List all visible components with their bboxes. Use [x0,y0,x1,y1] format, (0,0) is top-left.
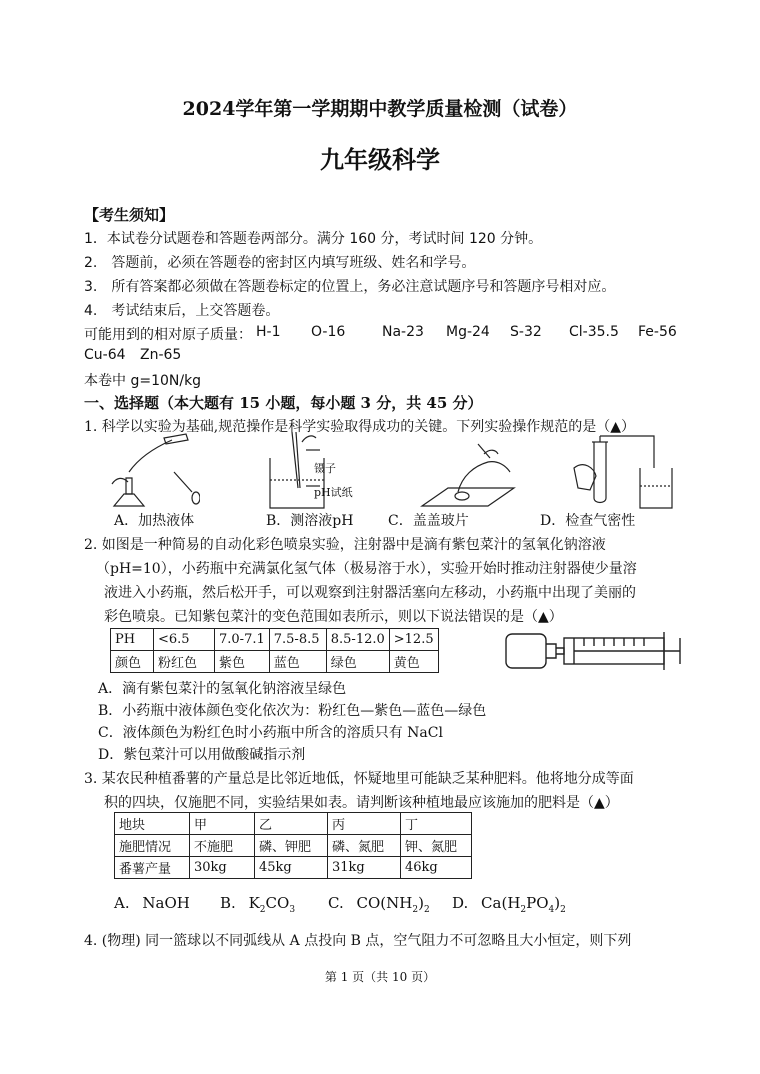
formula-part: ) [554,894,561,912]
atomic-mass-s: S-32 [510,324,542,340]
q3-yield-table [114,812,472,879]
atomic-mass-cl: Cl-35.5 [569,324,619,340]
atomic-mass-label: 可能用到的相对原子质量： [84,327,252,343]
option-label: D. [452,894,469,912]
q3-stem-line-1: 3. 某农民种植番薯的产量总是比邻近地低，怀疑地里可能缺乏某种肥料。他将地分成等面 [84,771,634,787]
q2-color-table [110,628,439,673]
formula-part: PO [526,894,549,912]
atomic-mass-zn: Zn-65 [140,347,182,363]
table-cell: 地块 [115,813,190,835]
formula [248,894,296,915]
option-label: B. [220,894,236,912]
table-cell: 钾、氮肥 [401,835,472,857]
q2-stem-line-4: 彩色喷泉。已知紫包菜汁的变色范围如表所示，则以下说法错误的是（▲） [104,609,563,625]
q2-stem-line-2: （pH=10），小药瓶中充满氯化氢气体（极易溶于水），实验开始时推动注射器使少量溶 [96,561,637,577]
table-cell: 磷、钾肥 [255,835,328,857]
formula-sub: 2 [520,905,527,915]
formula-sub: 2 [423,905,430,915]
table-cell: 颜色 [111,651,154,673]
notice-heading: 【考生须知】 [84,206,175,224]
table-cell: 蓝色 [269,651,326,673]
formula [356,894,430,915]
option-label: C. [328,894,344,912]
atomic-mass-fe: Fe-56 [638,324,677,340]
q3-table-row-yield [115,857,472,879]
q1-option-d: D．检查气密性 [540,513,636,529]
q1-stem: 1. 科学以实验为基础,规范操作是科学实验取得成功的关键。下列实验操作规范的是（▲） [84,419,636,435]
atomic-mass-cu: Cu-64 [84,347,126,363]
table-cell: 7.5-8.5 [269,629,326,651]
atomic-mass-o: O-16 [311,324,346,340]
q3-option-c [328,894,430,915]
q3-table-row-fertilizer [115,835,472,857]
q2-option-c: C．液体颜色为粉红色时小药瓶中所含的溶质只有 NaCl [98,725,443,741]
table-cell: 番薯产量 [115,857,190,879]
q2-stem-line-3: 液进入小药瓶，然后松开手，可以观察到注射器活塞向左移动，小药瓶中出现了美丽的 [104,585,636,601]
gravity-note: 本卷中 g=10N/kg [84,373,202,389]
airtightness-figure [564,428,684,512]
option-label: A. [114,894,130,912]
atomic-mass-mg: Mg-24 [446,324,490,340]
notice-item-1: 1．本试卷分试题卷和答题卷两部分。满分 160 分，考试时间 120 分钟。 [84,231,543,247]
q1-option-a: A．加热液体 [114,513,195,529]
formula [481,894,566,915]
q2-table-row-ph [111,629,439,651]
table-cell: 丁 [401,813,472,835]
table-cell: PH [111,629,154,651]
q4-stem: 4. (物理) 同一篮球以不同弧线从 A 点投向 B 点，空气阻力不可忽略且大小恒定，则下列 [84,933,632,949]
table-cell: 紫色 [215,651,270,673]
formula-part: K [248,894,260,912]
table-cell: 7.0-7.1 [215,629,270,651]
q2-table-row-color [111,651,439,673]
table-cell: 45kg [255,857,328,879]
formula: NaOH [142,894,190,912]
formula-sub: 4 [548,905,555,915]
q3-option-a [114,894,190,912]
table-cell: 黄色 [389,651,438,673]
formula-sub: 2 [560,905,566,915]
table-cell: 46kg [401,857,472,879]
formula-part: CO(NH [356,894,413,912]
q3-option-d [452,894,566,915]
label-tweezers: 镊子 [314,462,336,475]
atomic-mass-h: H-1 [256,324,281,340]
heating-liquid-figure [104,432,200,510]
table-cell: >12.5 [389,629,438,651]
q3-option-b [220,894,295,915]
formula-sub: 3 [289,905,296,915]
formula-part: ) [418,894,424,912]
q2-option-b: B．小药瓶中液体颜色变化依次为：粉红色—紫色—蓝色—绿色 [98,703,487,719]
syringe-fountain-figure [504,630,686,672]
formula-part: Ca(H [481,894,521,912]
table-cell: 8.5-12.0 [326,629,389,651]
q3-table-row-plot [115,813,472,835]
notice-item-4: 4. 考试结束后，上交答题卷。 [84,303,280,319]
q3-stem-line-2: 积的四块，仅施肥不同，实验结果如表。请判断该种植地最应该施加的肥料是（▲） [104,795,619,811]
table-cell: 甲 [190,813,255,835]
section-heading: 一、选择题（本大题有 15 小题，每小题 3 分，共 45 分） [84,394,483,412]
notice-item-3: 3. 所有答案都必须做在答题卷标定的位置上，务必注意试题序号和答题序号相对应。 [84,279,616,295]
cover-slip-figure [418,436,518,510]
table-cell: 30kg [190,857,255,879]
table-cell: 粉红色 [154,651,215,673]
table-cell: 绿色 [326,651,389,673]
table-cell: 磷、氮肥 [328,835,401,857]
table-cell: 丙 [328,813,401,835]
table-cell: 不施肥 [190,835,255,857]
exam-title: 2024学年第一学期期中教学质量检测（试卷） [182,98,578,120]
table-cell: 施肥情况 [115,835,190,857]
exam-subtitle: 九年级科学 [320,146,440,174]
formula-part: CO [265,894,290,912]
table-cell: <6.5 [154,629,215,651]
q2-option-a: A．滴有紫包菜汁的氢氧化钠溶液呈绿色 [98,681,347,697]
page-number: 第 1 页（共 10 页） [324,970,436,984]
table-cell: 乙 [255,813,328,835]
label-ph-paper: pH试纸 [314,486,353,499]
formula-sub: 2 [412,905,419,915]
q2-stem-line-1: 2. 如图是一种简易的自动化彩色喷泉实验，注射器中是滴有紫包菜汁的氢氧化钠溶液 [84,537,606,553]
notice-item-2: 2. 答题前，必须在答题卷的密封区内填写班级、姓名和学号。 [84,255,476,271]
q2-option-d: D．紫包菜汁可以用做酸碱指示剂 [98,747,306,763]
atomic-mass-na: Na-23 [382,324,424,340]
q1-option-c: C．盖盖玻片 [388,513,469,529]
formula-sub: 2 [259,905,266,915]
q1-option-b: B．测溶液pH [266,513,354,529]
table-cell: 31kg [328,857,401,879]
